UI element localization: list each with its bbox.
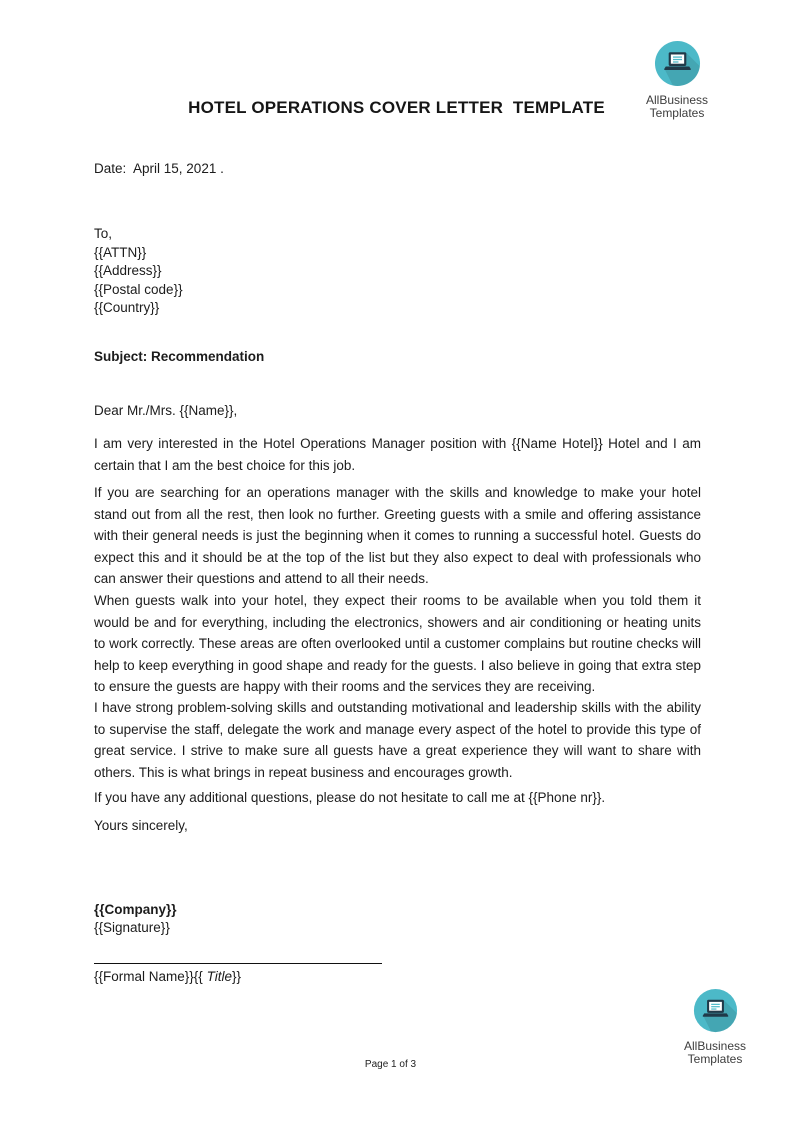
signature-formal-name — [94, 969, 241, 984]
date-line: Date: April 15, 2021 . — [94, 161, 224, 176]
greeting-line: Dear Mr./Mrs. {{Name}}, — [94, 403, 238, 418]
body-paragraph-2: If you are searching for an operations manager with the skills and knowledge to make your hotel stand out from all the rest, then look no further. Greeting guests with a smile and offering assistance with their general needs is just the beginning when it comes to running a successful hotel. Guests do expect this and it should be at the top of the list but they also expect to deal with professionals who can answer their questions and attend to all their needs. — [94, 485, 701, 587]
brand-name-line1: AllBusiness — [645, 93, 709, 107]
formal-name-prefix: {{Formal Name}}{{ — [94, 969, 207, 984]
recipient-line-postal: {{Postal code}} — [94, 281, 183, 297]
page-number: Page 1 of 3 — [364, 1059, 417, 1070]
body-paragraph-5: If you have any additional questions, please do not hesitate to call me at {{Phone nr}}. — [94, 790, 606, 805]
formal-name-title: Title — [206, 969, 232, 984]
recipient-line-address: {{Address}} — [94, 263, 162, 279]
document-title: HOTEL OPERATIONS COVER LETTER TEMPLATE — [188, 98, 605, 117]
recipient-line-country: {{Country}} — [94, 300, 160, 316]
brand-name-line1: AllBusiness — [683, 1039, 747, 1053]
body-paragraph-1: I am very interested in the Hotel Operations Manager position with {{Name Hotel}} Hotel and I am certain that I am the best choice for this job. — [94, 436, 701, 473]
recipient-block — [94, 225, 183, 318]
closing-line: Yours sincerely, — [94, 818, 188, 833]
allbusiness-laptop-icon — [654, 74, 701, 91]
allbusiness-laptop-icon — [693, 1020, 738, 1037]
body-paragraph-4: I have strong problem-solving skills and outstanding motivational and leadership skills with the ability to supervise the staff, delegate the work and manage every aspect of the hotel to provide this type of great service. I strive to make sure all guests have a great experience they will want to share with others. This is what brings in repeat business and encourages growth. — [94, 700, 701, 780]
recipient-line-to: To, — [94, 226, 113, 241]
recipient-line-attn: {{ATTN}} — [94, 244, 147, 260]
brand-name-line2: Templates — [649, 106, 705, 120]
brand-logo-bottom — [660, 988, 770, 1066]
formal-name-suffix: }} — [231, 969, 241, 984]
signature-company: {{Company}} — [94, 902, 177, 917]
subject-line: Subject: Recommendation — [94, 349, 265, 364]
brand-name-line2: Templates — [687, 1052, 743, 1066]
signature-placeholder: {{Signature}} — [94, 920, 170, 935]
signature-rule — [94, 963, 382, 964]
body-paragraph-3: When guests walk into your hotel, they expect their rooms to be available when you told them it would be and for everything, including the electronics, showers and air conditioning or heating units to work correctly. These areas are often overlooked until a customer complains but routine checks will help to keep everything in good shape and ready for the guests. I also believe in going that extra step to ensure the guests are happy with their rooms and the services they are receiving. — [94, 593, 701, 695]
